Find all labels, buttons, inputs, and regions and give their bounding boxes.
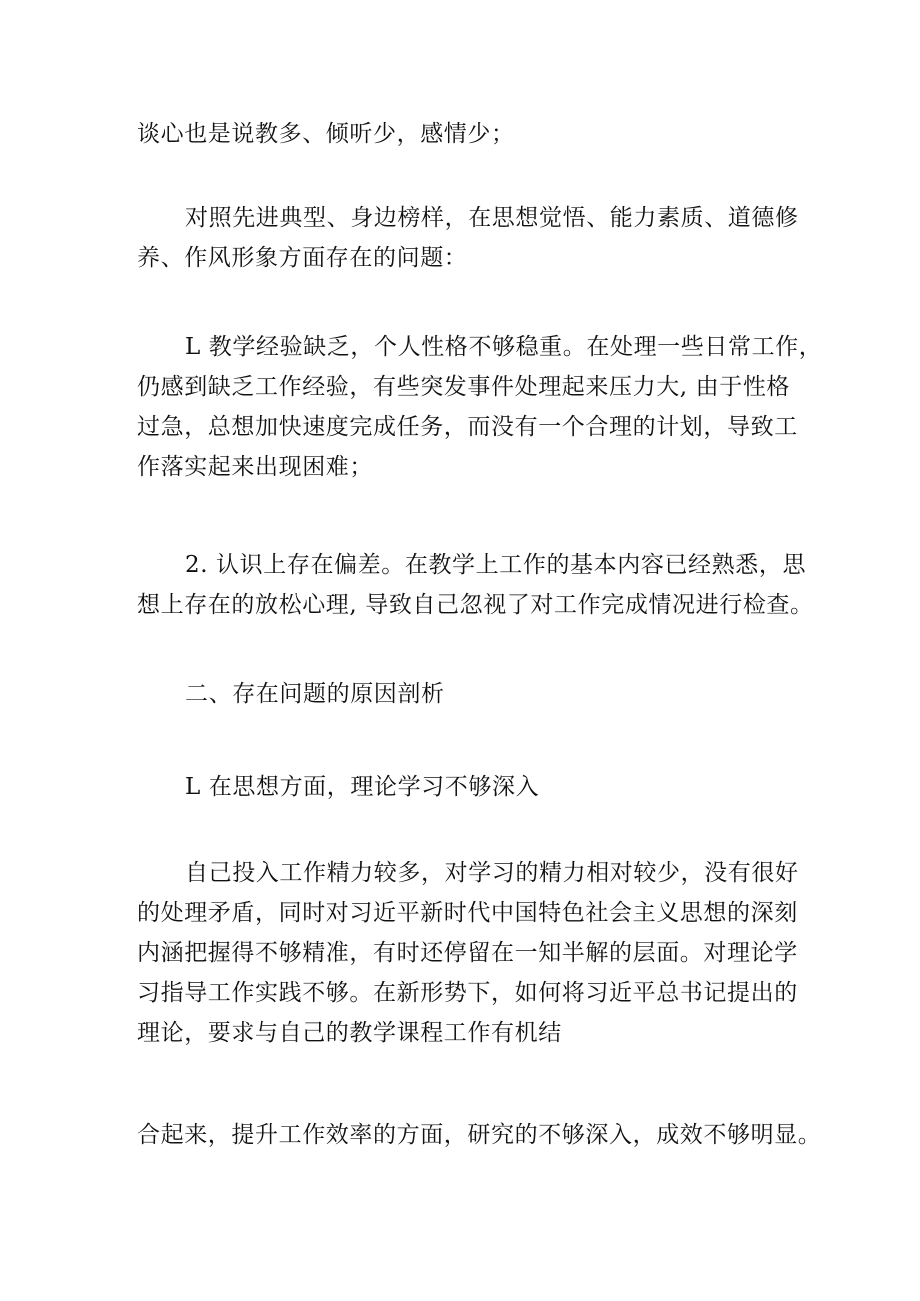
- text-line: 对照先进典型、身边榜样，在思想觉悟、能力素质、道德修: [185, 205, 799, 231]
- text-line: 自己投入工作精力较多，对学习的精力相对较少，没有很好: [185, 860, 799, 886]
- text-line: 理论，要求与自己的教学课程工作有机结: [137, 1020, 562, 1046]
- text-line: 仍感到缺乏工作经验，有些突发事件处理起来压力大, 由于性格: [137, 374, 791, 400]
- text-line: 2. 认识上存在偏差。在教学上工作的基本内容已经熟悉，思: [185, 552, 807, 578]
- text-line: 内涵把握得不够精准，有时还停留在一知半解的层面。对理论学: [137, 940, 798, 966]
- text-line: 过急，总想加快速度完成任务，而没有一个合理的计划，导致工: [137, 414, 798, 440]
- paragraph-closing-fragment: [137, 114, 797, 154]
- text-line: 二、存在问题的原因剖析: [185, 681, 445, 707]
- subheading-ideology: [137, 767, 797, 807]
- text-line: L 教学经验缺乏，个人性格不够稳重。在处理一些日常工作，: [185, 334, 823, 360]
- text-line: 作落实起来出现困难；: [137, 454, 373, 480]
- text-line: 合起来，提升工作效率的方面，研究的不够深入，成效不够明显。: [137, 1122, 822, 1148]
- text-line: L 在思想方面，理论学习不够深入: [185, 774, 540, 800]
- paragraph-item-2-understanding: [137, 545, 814, 625]
- section-heading-cause-analysis: [137, 674, 797, 714]
- text-line: 习指导工作实践不够。在新形势下，如何将习近平总书记提出的: [137, 980, 798, 1006]
- text-line: 养、作风形象方面存在的问题：: [137, 245, 468, 271]
- paragraph-item-1-experience: [137, 327, 823, 487]
- text-line: 想上存在的放松心理, 导致自己忽视了对工作完成情况进行检查。: [137, 592, 814, 618]
- text-line: 的处理矛盾，同时对习近平新时代中国特色社会主义思想的深刻: [137, 900, 798, 926]
- text-line: 谈心也是说教多、倾听少，感情少；: [137, 121, 515, 147]
- paragraph-comparison-intro: [137, 198, 797, 278]
- paragraph-study-analysis: [137, 853, 797, 1053]
- paragraph-continuation: [137, 1115, 822, 1155]
